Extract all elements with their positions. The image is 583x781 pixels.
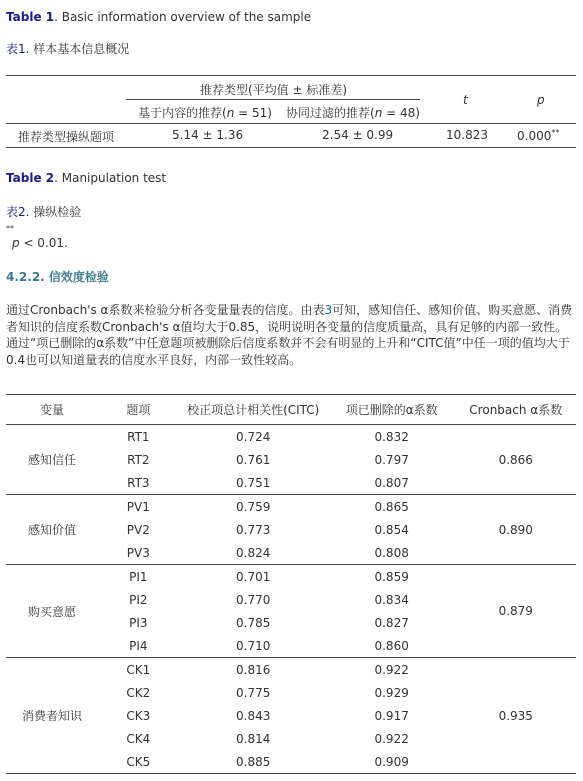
table3-item: PV1 — [126, 499, 150, 514]
table2-caption-label[interactable]: Table 2 — [6, 171, 55, 185]
table3-deleted: 0.859 — [374, 569, 409, 584]
table1-val-content: 5.14 ± 1.36 — [172, 128, 244, 142]
table3-citc: 0.885 — [179, 750, 328, 774]
table3-item: CK5 — [98, 750, 179, 774]
table3-alpha: 0.890 — [456, 495, 577, 565]
table3-deleted: 0.865 — [374, 499, 409, 514]
table1-caption-cn-text: . 样本基本信息概况 — [25, 42, 130, 56]
table3-citc: 0.761 — [236, 452, 271, 467]
table3-deleted: 0.797 — [374, 452, 409, 467]
table3-citc: 0.843 — [236, 708, 271, 723]
table3-item: CK1 — [126, 662, 151, 677]
table1-caption-cn-label[interactable]: 表1 — [6, 42, 26, 56]
table3-alpha: 0.879 — [456, 565, 577, 658]
table3-header-deleted: 项已删除的α系数 — [328, 395, 456, 425]
table3-header-item: 题项 — [98, 395, 179, 425]
table3-header-alpha: Cronbach α系数 — [456, 395, 577, 425]
body-paragraph: 通过Cronbach's α系数来检验分析各变量量表的信度。由表3可知，感知信任、感知价值、购买意愿、消费者知识的信度系数Cronbach's α值均大于0.85，说明说明各变量的信度质量高，具有足够的内部一致性。通过“项已删除的α系数”中任意题项被删除后信度系数并不会有明显的上升和“CITC值”中任一项的值均大于0.4也可以知道量表的信度水平良好，内部一致性较高。 — [6, 303, 573, 367]
table3-item: PV3 — [98, 541, 179, 565]
table3-alpha: 0.935 — [456, 658, 577, 774]
table1-top-rule — [6, 75, 576, 76]
table3 — [6, 394, 576, 774]
table3-deleted: 0.922 — [374, 731, 409, 746]
table3-citc: 0.773 — [236, 522, 271, 537]
table3-item: CK2 — [126, 685, 151, 700]
table1-caption — [6, 10, 311, 24]
table1-col-p: p — [537, 93, 545, 107]
table3-deleted: 0.909 — [328, 750, 456, 774]
table2-note — [6, 224, 68, 254]
table3-citc: 0.775 — [236, 685, 271, 700]
table3-item: CK4 — [126, 731, 151, 746]
table3-deleted: 0.808 — [328, 541, 456, 565]
table3-citc: 0.701 — [236, 569, 271, 584]
table3-header-row — [6, 395, 576, 425]
section-title: 4.2.2. 信效度检验 — [6, 270, 109, 284]
table2-note-sup: ** — [6, 224, 14, 233]
table3-citc: 0.770 — [236, 592, 271, 607]
table1-val-p-sup: ** — [551, 128, 560, 137]
table2-caption-cn-text: . 操纵检验 — [25, 205, 82, 219]
table2-caption — [6, 171, 166, 185]
table3-item: RT3 — [98, 471, 179, 495]
table3-deleted: 0.922 — [374, 662, 409, 677]
table1-val-t: 10.823 — [446, 128, 488, 142]
table3-citc: 0.824 — [179, 541, 328, 565]
table3-item: PI1 — [129, 569, 148, 584]
table1-col-content: 基于内容的推荐(n = 51) — [138, 106, 272, 120]
table3-citc: 0.751 — [179, 471, 328, 495]
table3-item: RT1 — [127, 429, 150, 444]
table3-deleted: 0.827 — [374, 615, 409, 630]
table3-item: PI3 — [129, 615, 148, 630]
table1-group-rule — [126, 99, 420, 100]
table-row — [6, 565, 576, 589]
table2-caption-cn — [6, 203, 81, 220]
table3-variable: 消费者知识 — [6, 658, 98, 774]
table3-variable: 感知价值 — [6, 495, 98, 565]
table3-alpha: 0.866 — [456, 425, 577, 495]
table3-ref-link[interactable]: 3 — [324, 303, 333, 317]
table3-variable: 感知信任 — [6, 425, 98, 495]
table3-deleted: 0.860 — [328, 634, 456, 658]
table3-deleted: 0.834 — [374, 592, 409, 607]
table3-citc: 0.710 — [179, 634, 328, 658]
table3-deleted: 0.832 — [374, 429, 409, 444]
table3-variable: 购买意愿 — [6, 565, 98, 658]
table3-deleted: 0.854 — [374, 522, 409, 537]
table2-caption-text: . Manipulation test — [54, 171, 167, 185]
table3-item: RT2 — [127, 452, 150, 467]
table1-caption-cn — [6, 40, 129, 57]
table1-caption-label[interactable]: Table 1 — [6, 10, 55, 24]
table3-deleted: 0.929 — [374, 685, 409, 700]
table1-header-group: 推荐类型(平均值 ± 标准差) — [200, 83, 348, 97]
table3-citc: 0.785 — [236, 615, 271, 630]
table-row — [6, 495, 576, 519]
table1-col-t: t — [463, 93, 468, 107]
table3-header-citc: 校正项总计相关性(CITC) — [179, 395, 328, 425]
table3-citc: 0.724 — [236, 429, 271, 444]
table3-item: PI4 — [98, 634, 179, 658]
table1-bottom-rule — [6, 147, 576, 148]
table-row — [6, 658, 576, 682]
table2-caption-cn-label[interactable]: 表2 — [6, 205, 26, 219]
table1-header-rule — [6, 123, 576, 124]
table3-deleted: 0.807 — [328, 471, 456, 495]
table3-item: CK3 — [126, 708, 151, 723]
table1-row-label: 推荐类型操纵题项 — [18, 130, 115, 144]
table1-col-cf: 协同过滤的推荐(n = 48) — [286, 106, 420, 120]
table3-header-variable: 变量 — [6, 395, 98, 425]
table1-val-cf: 2.54 ± 0.99 — [322, 128, 394, 142]
table2-note-text: < 0.01. — [19, 236, 68, 250]
table3-item: PV2 — [126, 522, 150, 537]
table3-item: PI2 — [129, 592, 148, 607]
table3-citc: 0.814 — [236, 731, 271, 746]
table2-note-p: p — [12, 236, 20, 250]
table1-val-p: 0.000** — [517, 128, 560, 143]
table1-caption-text: . Basic information overview of the sample — [54, 10, 312, 24]
table3-deleted: 0.917 — [374, 708, 409, 723]
table-row — [6, 425, 576, 449]
table3-citc: 0.816 — [236, 662, 271, 677]
table3-citc: 0.759 — [236, 499, 271, 514]
